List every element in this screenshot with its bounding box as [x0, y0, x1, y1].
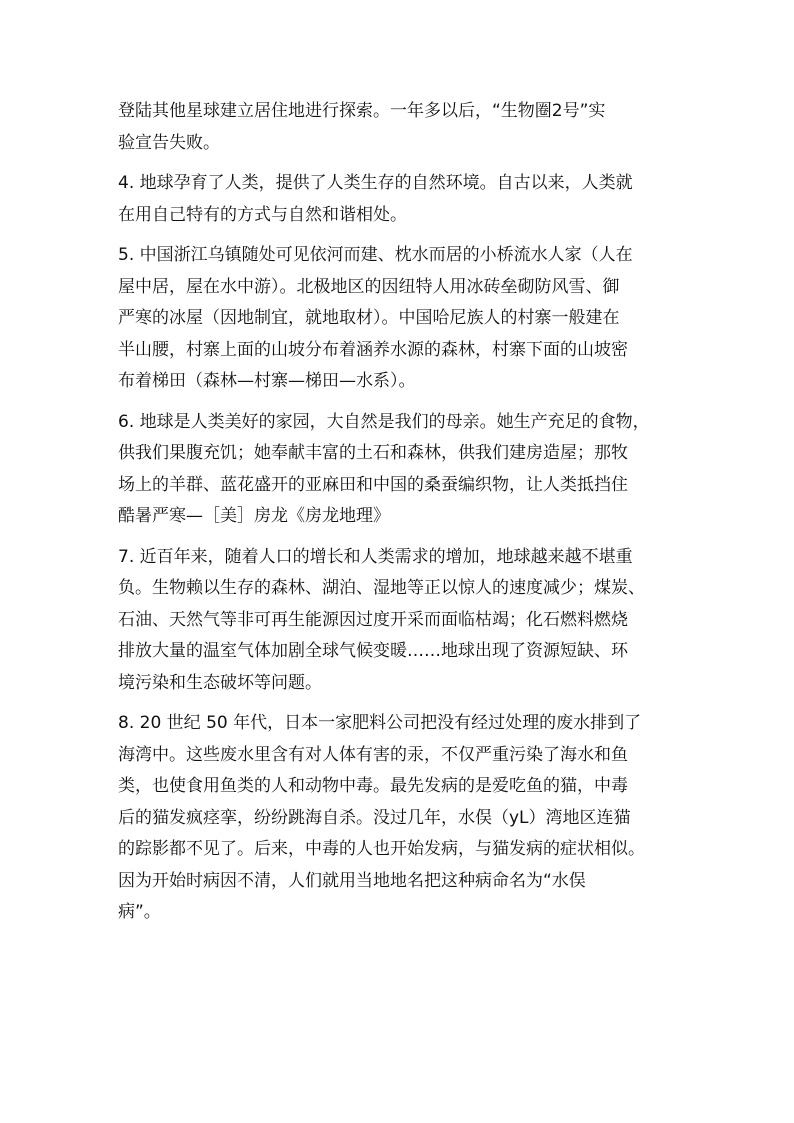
- paragraph: [118, 542, 678, 700]
- text-line: 后的猫发疯痉挛，纷纷跳海自杀。没过几年，水俣（yL）湾地区连猫: [118, 807, 631, 828]
- text-line: 排放大量的温室气体加剧全球气候变暖……地球出现了资源短缺、环: [118, 641, 628, 661]
- text-line: 登陆其他星球建立居住地进行探索。一年多以后，“生物圈2号”实: [118, 101, 606, 121]
- text-line: 负。生物赖以生存的森林、湖泊、湿地等正以惊人的速度减少；煤炭、: [118, 578, 645, 598]
- text-line: 酷暑严寒—［美］房龙《房龙地理》: [118, 506, 390, 526]
- text-line: 布着梯田（森林—村寨—梯田—水系）。: [118, 371, 416, 391]
- text-line: 7. 近百年来，随着人口的增长和人类需求的增加，地球越来越不堪重: [118, 546, 633, 567]
- text-line: 海湾中。这些废水里含有对人体有害的汞，不仅严重污染了海水和鱼: [118, 744, 628, 765]
- text-line: 供我们果腹充饥；她奉献丰富的土石和森林，供我们建房造屋；那牧: [118, 443, 628, 463]
- text-line: 病”。: [118, 902, 161, 922]
- text-line: 4. 地球孕育了人类，提供了人类生存的自然环境。自古以来，人类就: [118, 173, 633, 193]
- text-line: 严寒的冰屋（因地制宜，就地取材）。中国哈尼族人的村寨一般建在: [118, 308, 620, 328]
- text-line: 境污染和生态破坏等问题。: [118, 672, 322, 693]
- text-line: 8. 20 世纪 50 年代，日本一家肥料公司把没有经过处理的废水排到了: [118, 713, 642, 733]
- document-body: [118, 96, 678, 938]
- paragraph: [118, 240, 678, 398]
- text-line: 石油、天然气等非可再生能源因过度开采而面临枯竭；化石燃料燃烧: [118, 609, 628, 630]
- paragraph: [118, 407, 678, 533]
- text-line: 类，也使食用鱼类的人和动物中毒。最先发病的是爱吃鱼的猫，中毒: [118, 776, 628, 796]
- text-line: 因为开始时病因不清，人们就用当地地名把这种病命名为“水俣: [118, 870, 586, 891]
- paragraph: [118, 96, 678, 159]
- text-line: 的踪影都不见了。后来，中毒的人也开始发病，与猫发病的症状相似。: [118, 839, 645, 859]
- paragraph: [118, 168, 678, 231]
- text-line: 屋中居，屋在水中游）。北极地区的因纽特人用冰砖垒砌防风雪、御: [118, 276, 620, 297]
- text-line: 5. 中国浙江乌镇随处可见依河而建、枕水而居的小桥流水人家（人在: [118, 245, 633, 265]
- paragraph: [118, 708, 678, 929]
- text-line: 场上的羊群、蓝花盛开的亚麻田和中国的桑蚕编织物，让人类抵挡住: [118, 474, 628, 495]
- text-line: 6. 地球是人类美好的家园，大自然是我们的母亲。她生产充足的食物，: [118, 411, 650, 432]
- text-line: 验宣告失败。: [118, 132, 220, 153]
- text-line: 在用自己特有的方式与自然和谐相处。: [118, 204, 407, 225]
- text-line: 半山腰，村寨上面的山坡分布着涵养水源的森林，村寨下面的山坡密: [118, 339, 628, 360]
